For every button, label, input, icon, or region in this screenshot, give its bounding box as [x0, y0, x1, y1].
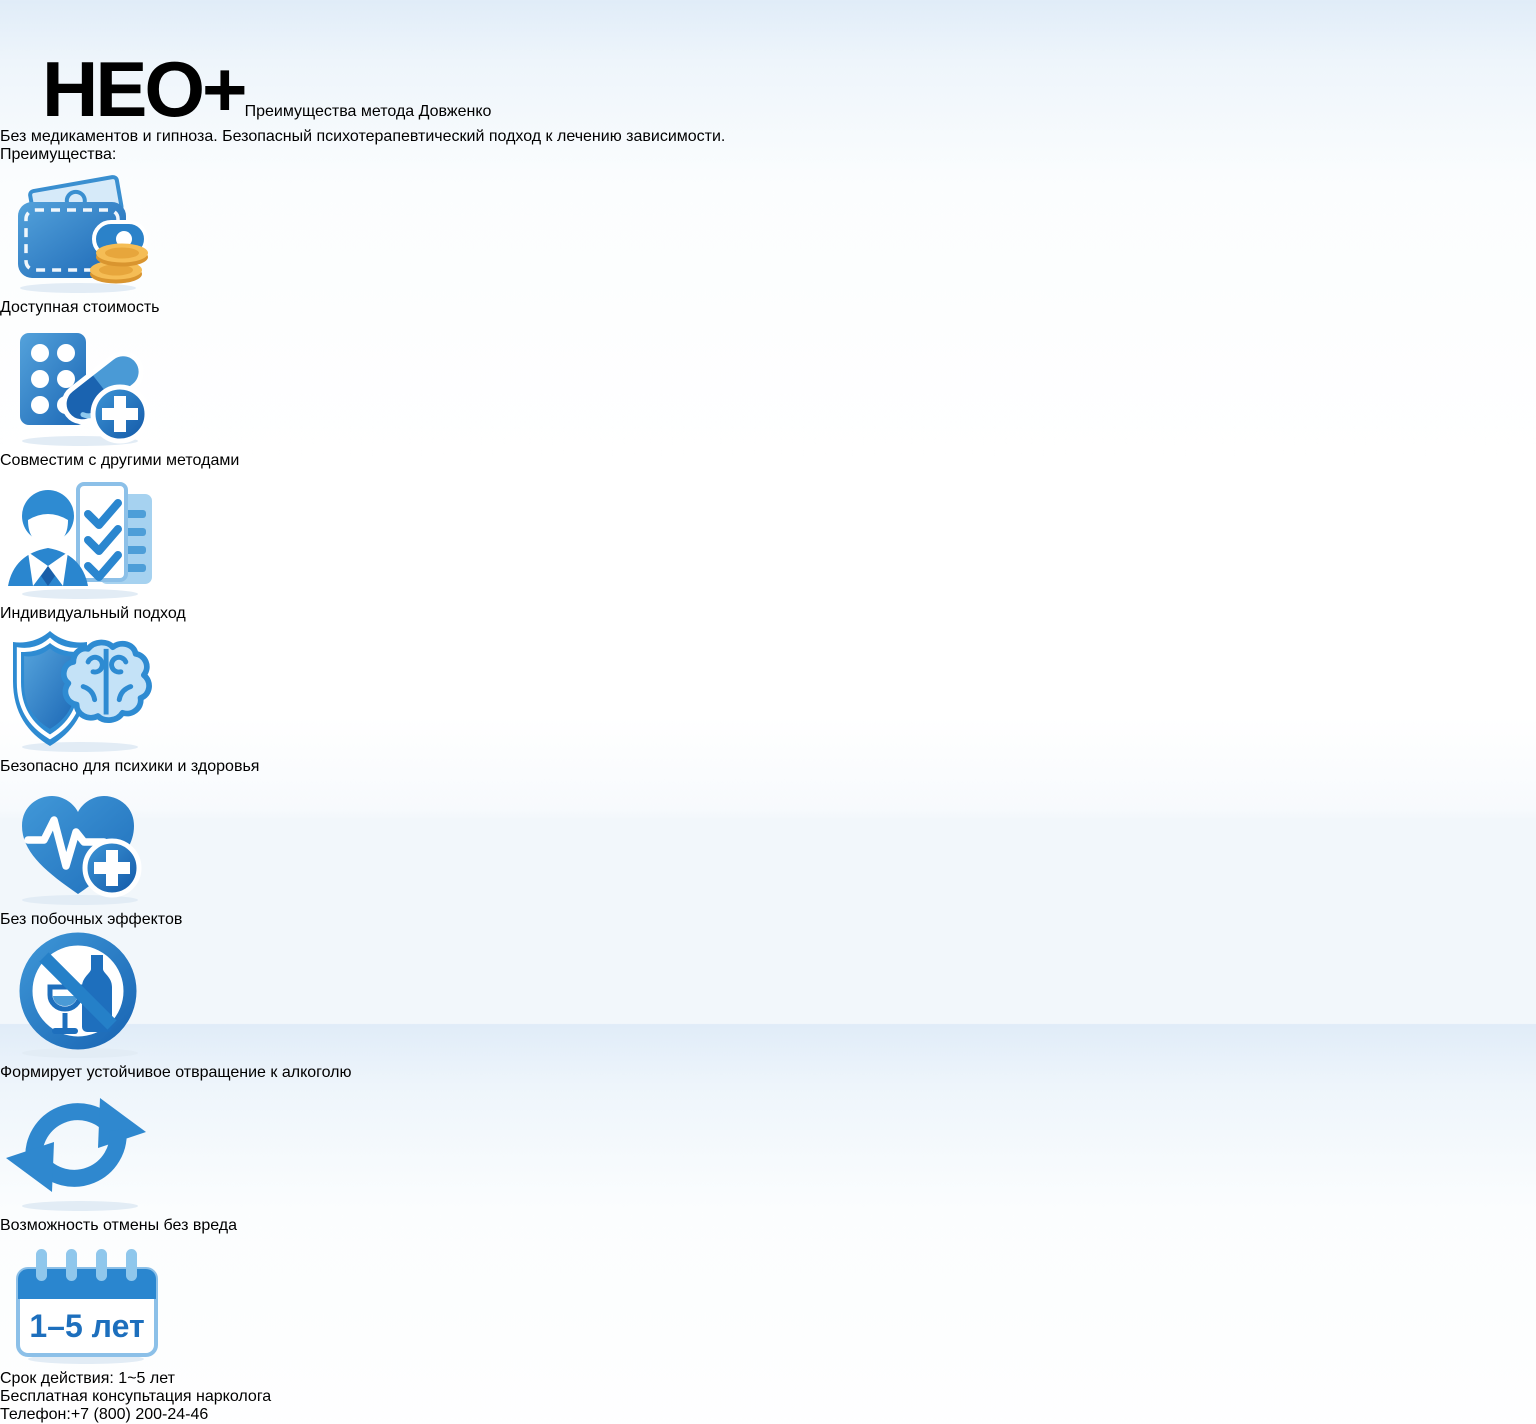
benefit-duration	[0, 1235, 1536, 1388]
heart-pulse-icon	[0, 776, 1536, 911]
refresh-icon	[0, 1082, 1536, 1217]
title-word-dovzhenko: Довженко	[418, 103, 492, 120]
section-heading: Преимущества:	[0, 146, 117, 163]
benefit-individual	[0, 470, 1536, 623]
footer-phone-row	[0, 1406, 1536, 1424]
benefit-label: Совместим с другими методами	[0, 452, 240, 469]
benefit-no-side-effects	[0, 776, 1536, 929]
benefit-label: Формирует устойчивое отвращение к алкоголю	[0, 1064, 352, 1081]
logo-plus-icon: +	[202, 45, 245, 133]
benefit-safe	[0, 623, 1536, 776]
benefits-grid	[0, 164, 1536, 1388]
benefit-aversion	[0, 929, 1536, 1082]
calendar-label: 1–5 лет	[29, 1308, 145, 1344]
wallet-icon	[0, 164, 1536, 299]
subtitle: Без медикаментов и гипноза. Безопасный психотерапевтический подход к лечению зависимости.	[0, 128, 726, 145]
clinic-logo	[42, 45, 245, 133]
benefit-compatible	[0, 317, 1536, 470]
title-word-method: метода	[360, 103, 415, 120]
benefit-label: Безопасно для психики и здоровья	[0, 758, 260, 775]
benefit-label: Срок действия: 1~5 лет	[0, 1370, 175, 1387]
header	[42, 45, 1536, 133]
phone-number: +7 (800) 200-24-46	[70, 1406, 209, 1423]
benefit-label: Индивидуальный подход	[0, 605, 186, 622]
logo-text: НЕО	[42, 45, 203, 133]
benefit-label: Возможность отмены без вреда	[0, 1217, 238, 1234]
footer-title: Бесплатная консупьтация нарколога	[0, 1388, 272, 1405]
no-alcohol-icon	[0, 929, 1536, 1064]
footer	[0, 1388, 1536, 1424]
phone-label: Телефон:	[0, 1406, 71, 1423]
pills-icon	[0, 317, 1536, 452]
benefit-reversible	[0, 1082, 1536, 1235]
person-checklist-icon	[0, 470, 1536, 605]
benefit-affordable	[0, 164, 1536, 317]
title-word-advantages: Преимущества	[244, 103, 357, 120]
benefit-label: Без побочных эффектов	[0, 911, 183, 928]
benefit-label: Доступная стоимость	[0, 299, 160, 316]
calendar-icon	[0, 1235, 1536, 1370]
shield-brain-icon	[0, 623, 1536, 758]
section-heading-row	[0, 146, 1536, 164]
page-title	[245, 103, 492, 121]
